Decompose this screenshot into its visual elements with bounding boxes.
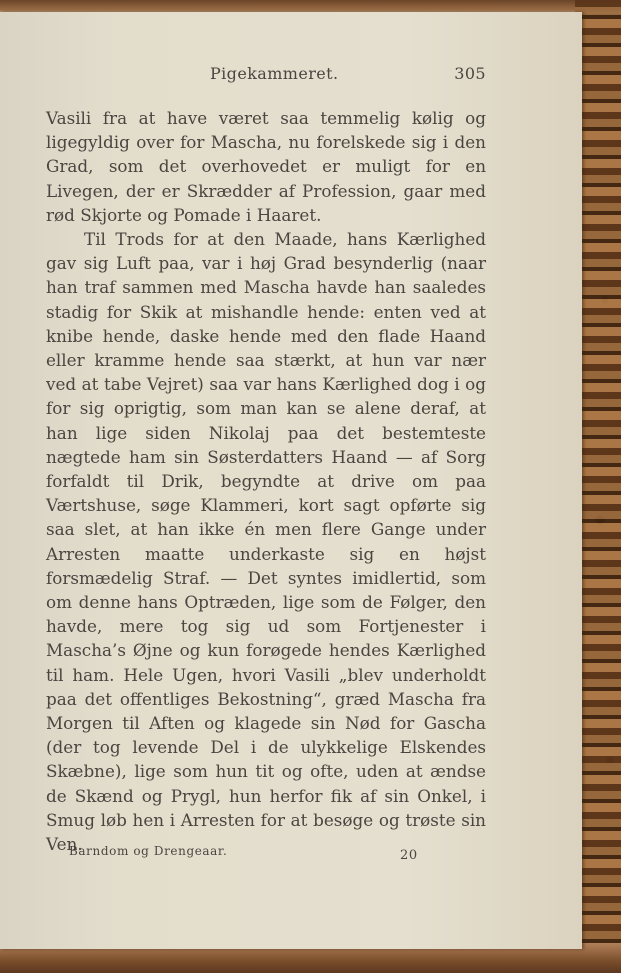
running-title: Pigekammeret. — [210, 64, 339, 83]
paper-page — [0, 12, 582, 949]
signature-mark: Barndom og Drengeaar. — [69, 844, 228, 858]
page-number: 305 — [454, 64, 486, 83]
paragraph-1: Vasili fra at have været saa temmelig kølig og ligegyldig over for Mascha, nu forelskede sig i den Grad, som det overhovedet er muligt for en Livegen, der er Skrædder af Profession, gaar med rød Skjorte og Pomade i Haaret. — [46, 108, 486, 225]
paragraph-2: Til Trods for at den Maade, hans Kærlighed gav sig Luft paa, var i høj Grad besynderlig (naar han traf sammen med Mascha havde han saaledes stadig for Skik at mishandle hende: enten ved at knibe hende, daske hende med den flade Haand eller kramme hende saa stærkt, at hun var nær ved at tabe Vejret) saa var hans Kærlighed dog i og for sig oprigtig, som man kan se alene deraf, at han lige siden Nikolaj paa det bestemteste nægtede ham sin Søsterdatters Haand — af Sorg forfaldt til Drik, begyndte at drive om paa Værtshuse, søge Klammeri, kort sagt opførte sig saa slet, at han ikke én men flere Gange under Arresten maatte underkaste sig en højst forsmædelig Straf. — Det syntes imidlertid, som om denne hans Optræden, lige som de Følger, den havde, mere tog sig ud som Fortjenester i Mascha’s Øjne og kun forøgede hendes Kærlighed til ham. Hele Ugen, hvori Vasili „blev underholdt paa det offentliges Bekostning“, græd Mascha fra Morgen til Aften og klagede sin Nød for Gascha (der tog levende Del i de ulykkelige Elskendes Skæbne), lige som hun tit og ofte, uden at ændse de Skænd og Prygl, hun herfor fik af sin Onkel, i Smug løb hen i Arresten for at besøge og trøste sin Ven. — [46, 229, 486, 855]
sheet-number: 20 — [400, 848, 418, 863]
body-text — [46, 106, 486, 856]
page-footer — [69, 844, 429, 864]
text-block — [46, 62, 486, 863]
running-head — [46, 62, 486, 88]
